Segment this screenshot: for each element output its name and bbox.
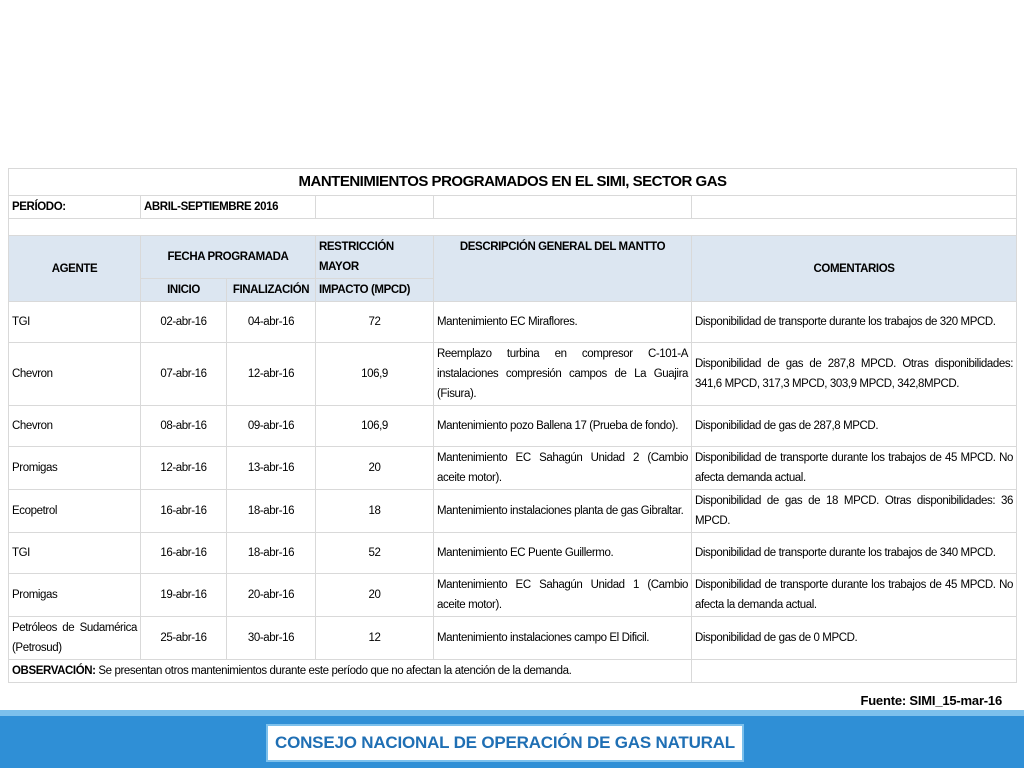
cell-descripcion: Mantenimiento EC Sahagún Unidad 2 (Cambio aceite motor). [434,447,692,490]
organization-name: CONSEJO NACIONAL DE OPERACIÓN DE GAS NATURAL [266,724,744,762]
cell-fin: 04-abr-16 [227,302,316,343]
cell-agente: Ecopetrol [9,490,141,533]
cell-descripcion: Mantenimiento instalaciones planta de gas Gibraltar. [434,490,692,533]
period-label: PERÍODO: [9,196,141,219]
cell-descripcion: Mantenimiento pozo Ballena 17 (Prueba de fondo). [434,406,692,447]
cell-fin: 18-abr-16 [227,533,316,574]
source-note: Fuente: SIMI_15-mar-16 [860,693,1002,708]
cell-agente: Chevron [9,406,141,447]
period-value: ABRIL-SEPTIEMBRE 2016 [141,196,316,219]
cell-inicio: 07-abr-16 [141,343,227,406]
cell-restriccion: 52 [316,533,434,574]
cell-restriccion: 20 [316,574,434,617]
cell-inicio: 08-abr-16 [141,406,227,447]
maintenance-table-sheet [8,168,1016,677]
cell-agente: TGI [9,302,141,343]
cell-agente: Promigas [9,574,141,617]
cell-comentarios: Disponibilidad de gas de 287,8 MPCD. [692,406,1017,447]
observation-text: Se presentan otros mantenimientos durante este período que no afectan la atención de la demanda. [95,665,572,677]
cell-inicio: 25-abr-16 [141,617,227,660]
table-row [9,617,1017,660]
header-finalizacion: FINALIZACIÓN [227,279,316,302]
observation-row [9,660,1017,683]
header-restriccion-line1: RESTRICCIÓN MAYOR [316,236,434,279]
cell-fin: 12-abr-16 [227,343,316,406]
cell-descripcion: Mantenimiento EC Miraflores. [434,302,692,343]
cell-fin: 30-abr-16 [227,617,316,660]
cell-descripcion: Mantenimiento EC Puente Guillermo. [434,533,692,574]
cell-comentarios: Disponibilidad de gas de 18 MPCD. Otras disponibilidades: 36 MPCD. [692,490,1017,533]
header-descripcion: DESCRIPCIÓN GENERAL DEL MANTTO [434,236,692,302]
header-inicio: INICIO [141,279,227,302]
cell-fin: 20-abr-16 [227,574,316,617]
cell-comentarios: Disponibilidad de transporte durante los trabajos de 45 MPCD. No afecta demanda actual. [692,447,1017,490]
table-row [9,343,1017,406]
observation-label: OBSERVACIÓN: [12,665,96,677]
maintenance-table [8,168,1017,683]
cell-comentarios: Disponibilidad de gas de 287,8 MPCD. Otras disponibilidades: 341,6 MPCD, 317,3 MPCD, 303,9 MPCD, 342,8MPCD. [692,343,1017,406]
cell-restriccion: 20 [316,447,434,490]
header-fecha-programada: FECHA PROGRAMADA [141,236,316,279]
spacer-row [9,219,1017,236]
table-title: MANTENIMIENTOS PROGRAMADOS EN EL SIMI, SECTOR GAS [9,169,1017,196]
cell-fin: 13-abr-16 [227,447,316,490]
cell-comentarios: Disponibilidad de transporte durante los trabajos de 320 MPCD. [692,302,1017,343]
table-row [9,490,1017,533]
cell-inicio: 12-abr-16 [141,447,227,490]
header-agente: AGENTE [9,236,141,302]
cell-restriccion: 72 [316,302,434,343]
cell-comentarios: Disponibilidad de gas de 0 MPCD. [692,617,1017,660]
header-restriccion-line2: IMPACTO (MPCD) [316,279,434,302]
table-row [9,406,1017,447]
table-row [9,533,1017,574]
observation-cell [9,660,692,683]
table-row [9,574,1017,617]
cell-agente: TGI [9,533,141,574]
cell-restriccion: 12 [316,617,434,660]
cell-inicio: 02-abr-16 [141,302,227,343]
cell-restriccion: 106,9 [316,406,434,447]
cell-descripcion: Reemplazo turbina en compresor C-101-A instalaciones compresión campos de La Guajira (Fisura). [434,343,692,406]
cell-agente: Chevron [9,343,141,406]
cell-fin: 18-abr-16 [227,490,316,533]
cell-inicio: 16-abr-16 [141,490,227,533]
header-comentarios: COMENTARIOS [692,236,1017,302]
cell-agente: Petróleos de Sudamérica (Petrosud) [9,617,141,660]
table-row [9,302,1017,343]
cell-agente: Promigas [9,447,141,490]
cell-descripcion: Mantenimiento EC Sahagún Unidad 1 (Cambio aceite motor). [434,574,692,617]
period-row [9,196,1017,219]
cell-comentarios: Disponibilidad de transporte durante los trabajos de 45 MPCD. No afecta la demanda actual. [692,574,1017,617]
table-row [9,447,1017,490]
header-row-top [9,236,1017,279]
cell-inicio: 19-abr-16 [141,574,227,617]
cell-inicio: 16-abr-16 [141,533,227,574]
cell-restriccion: 106,9 [316,343,434,406]
cell-comentarios: Disponibilidad de transporte durante los trabajos de 340 MPCD. [692,533,1017,574]
footer-title-box [262,720,748,766]
cell-restriccion: 18 [316,490,434,533]
footer-accent-strip [0,710,1024,716]
title-row [9,169,1017,196]
cell-descripcion: Mantenimiento instalaciones campo El Dificil. [434,617,692,660]
cell-fin: 09-abr-16 [227,406,316,447]
